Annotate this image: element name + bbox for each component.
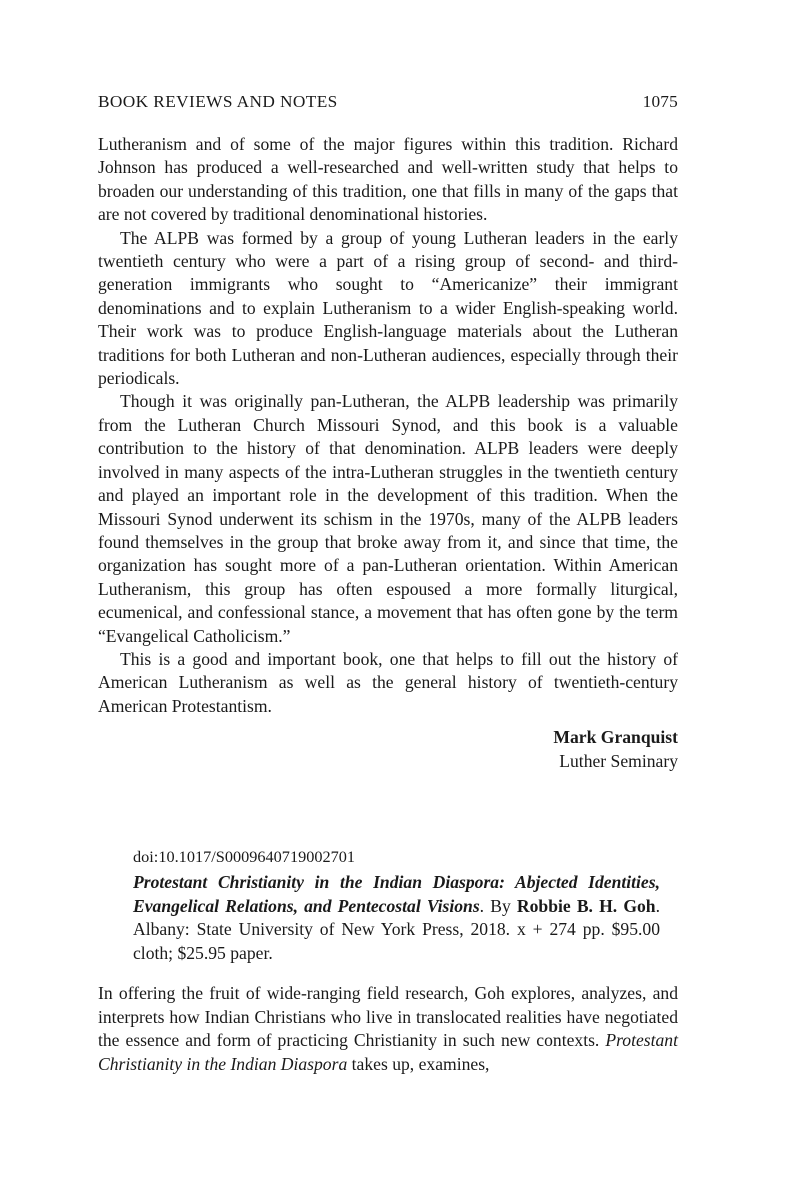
- reviewer-affiliation: Luther Seminary: [559, 750, 678, 771]
- text-segment: In offering the fruit of wide-ranging field research, Goh explores, analyzes, and interprets how Indian Christians who live in translocated realities have negotiated the essence and form of practicing Christianity in such new contexts.: [98, 983, 678, 1051]
- review-section-2: [98, 845, 678, 1076]
- reviewer-name: Mark Granquist: [553, 727, 678, 748]
- page-number: 1075: [642, 92, 678, 111]
- review1-paragraph-3: Though it was originally pan-Lutheran, the ALPB leadership was primarily from the Lutheran Church Missouri Synod, and this book is a valuable contribution to the history of that denomination. ALPB leaders were deeply involved in many aspects of the intra-Lutheran struggles in the twentieth century and played an important role in the development of this tradition. When the Missouri Synod underwent its schism in the 1970s, many of the ALPB leaders found themselves in the group that broke away from it, and since that time, the organization has sought more of a pan-Lutheran orientation. Within American Lutheranism, this group has often espoused a more formally liturgical, ecumenical, and confessional stance, a movement that has often gone by the term “Evangelical Catholicism.”: [98, 391, 678, 646]
- review1-paragraph-4: This is a good and important book, one that helps to fill out the history of American Lutheranism as well as the general history of twentieth-century American Protestantism.: [98, 648, 678, 716]
- reviewer-signature: [98, 726, 678, 773]
- review2-paragraph-1: [98, 982, 678, 1076]
- review1-paragraph-1: Lutheranism and of some of the major figures within this tradition. Richard Johnson has produced a well-researched and well-written study that helps to broaden our understanding of this tradition, one that fills in many of the gaps that are not covered by traditional denominational histories.: [98, 134, 678, 225]
- doi-line: doi:10.1017/S0009640719002701: [133, 846, 356, 866]
- text-segment: . By: [479, 895, 517, 916]
- text-segment: takes up, examines,: [347, 1053, 490, 1074]
- text-segment: Protestant Christianity in the Indian Diaspora: [98, 1030, 678, 1074]
- book-citation-block: [133, 845, 660, 965]
- review-section-1: [98, 133, 678, 773]
- text-segment: Protestant Christianity in the Indian Diaspora: Abjected Identities, Evangelical Relations, and Pentecostal Visions: [133, 871, 660, 916]
- text-segment: . Albany: State University of New York Press, 2018. x + 274 pp. $95.00 cloth; $25.95 paper.: [133, 895, 661, 963]
- book-citation-text: [133, 871, 660, 965]
- running-head: [98, 92, 678, 112]
- review1-paragraph-2: The ALPB was formed by a group of young Lutheran leaders in the early twentieth century who were a part of a rising group of second- and third-generation immigrants who sought to “Americanize” their immigrant denominations and to explain Lutheranism to a wider English-speaking world. Their work was to produce English-language materials about the Lutheran traditions for both Lutheran and non-Lutheran audiences, especially through their periodicals.: [98, 227, 678, 389]
- running-head-title: BOOK REVIEWS AND NOTES: [98, 92, 338, 111]
- text-segment: Robbie B. H. Goh: [516, 895, 656, 916]
